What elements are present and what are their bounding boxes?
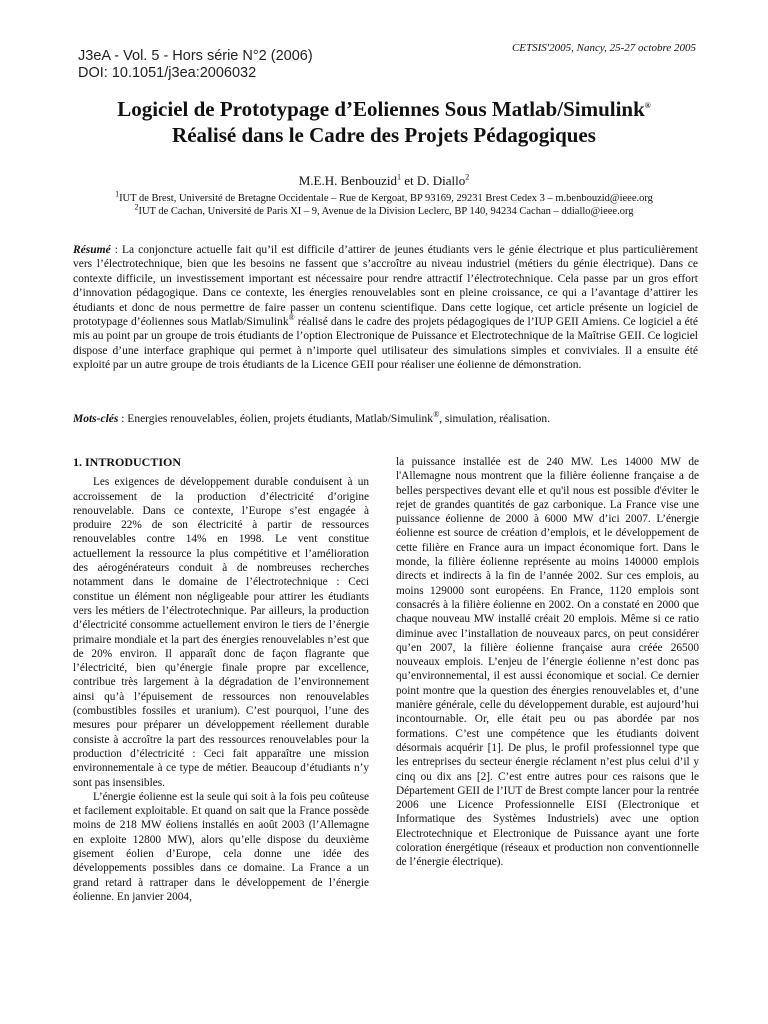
affiliation-2-text: IUT de Cachan, Université de Paris XI – 9, Avenue de la Division Leclerc, BP 140, 94234 Cachan – ddiallo@ieee.org — [138, 206, 634, 217]
abstract-label: Résumé — [73, 244, 111, 256]
conference-label: CETSIS'2005, Nancy, 25-27 octobre 2005 — [511, 42, 696, 54]
paper-title — [60, 96, 708, 148]
keywords — [73, 412, 698, 426]
abstract-text-2: réalisé dans le cadre des projets pédagogiques de l’IUP GEII Amiens. Ce logiciel a été mis au point par un groupe de trois étudiants de l’option Electronique de Puissance et Electrotechnique de la Maîtrise GEII. Ce logiciel dispose d’une interface graphique qui permet à n’importe quel utilisateur des simulations simples et conviviales. Il a ensuite été exploité par un autre groupe de trois étudiants de la Licence GEII pour réaliser une éolienne de démonstration. — [73, 316, 698, 372]
abstract-registered-mark: ® — [288, 313, 295, 323]
author-2-sup: 2 — [465, 172, 470, 182]
right-column — [396, 455, 699, 870]
affiliation-1 — [40, 189, 728, 205]
left-column — [73, 455, 369, 904]
keywords-text-1: : Energies renouvelables, éolien, projets étudiants, Matlab/Simulink — [118, 413, 434, 425]
affiliation-1-text: IUT de Brest, Université de Bretagne Occidentale – Rue de Kergoat, BP 93169, 29231 Brest Cedex 3 – m.benbouzid@ieee.org — [119, 193, 653, 204]
abstract-text-1: : La conjoncture actuelle fait qu’il est difficile d’attirer de jeunes étudiants vers le génie électrique et plus particulièrement vers l’électrotechnique, bien que les besoins ne fassent que s’accroître au niveau industriel (métiers du génie électrique). Dans ce contexte difficile, un investissement important est nécessaire pour rendre attractif l’électrotechnique. Cela passe par un gros effort d’innovation pédagogique. Dans ce contexte, les énergies renouvelables sont en pleine croissance, ce qui a l’avantage d’attirer les étudiants et donc de nous permettre de faire passer un contenu scientifique. Dans cette logique, cet article présente un logiciel de prototypage d’éoliennes sous Matlab/Simulink — [73, 244, 698, 329]
journal-header — [78, 48, 313, 82]
keywords-text-2: , simulation, réalisation. — [439, 413, 550, 425]
affiliation-1-num: 1 — [115, 189, 120, 199]
title-registered-mark: ® — [644, 101, 651, 110]
authors — [60, 173, 708, 189]
section-heading: 1. INTRODUCTION — [73, 455, 182, 469]
author-2: et D. Diallo — [400, 173, 466, 188]
keywords-label: Mots-clés — [73, 413, 119, 425]
affiliation-2 — [40, 202, 728, 218]
journal-doi: DOI: 10.1051/j3ea:2006032 — [78, 65, 257, 81]
paragraph: la puissance installée est de 240 MW. Les 14000 MW de l'Allemagne nous montrent que la filière éolienne française a de belles perspectives devant elle et qu'il nous est possible d'éviter le rejet de grandes quantités de gaz carbonique. La France vise une puissance éolienne de 2000 à 6000 MW d’ici 2007. L’énergie éolienne est source de création d’emplois, et le développement de cette filière en France aura un impact économique fort. Dans le monde, la filière éolienne représente au moins 140000 emplois directs et indirects à la fin de l’année 2002. Sur ces emplois, au moins 129000 sont européens. En France, 1120 emplois sont consacrés à la filière éolienne en 2002. On a constaté en 2000 que chaque nouveau MW installé créait 20 emplois. Même si ce ratio diminue avec l’installation de nouveaux parcs, on peut considérer qu’en 2007, la filière éolienne française aura créée 26500 nouveaux emplois. L’enjeu de l’énergie éolienne n’est donc pas qu’environnemental, il est aussi économique et social. Ce dernier point montre que la question des énergies renouvelables et, d’une manière générale, celle du développement durable, est aujourd’hui incontournable. Or, elle était peu ou pas abordée par nos formations. C’est une compétence que les étudiants doivent désormais acquérir [1]. De plus, le profil professionnel type que les entreprises du secteur énergie réclament n’est plus celui d’il y cinq ou dix ans [2]. C’est entre autres pour ces raisons que le Département GEII de l’IUT de Brest compte lancer pour la rentrée 2006 une Licence Professionnelle EISI (Electronique et Informatique des Systèmes Industriels) avec une option Electrotechnique et Electronique de Puissance ayant une forte coloration énergétique (réseaux et production non conventionnelle de l’énergie électrique). — [396, 456, 699, 869]
journal-volume: J3eA - Vol. 5 - Hors série N°2 (2006) — [78, 48, 313, 64]
paragraph: Les exigences de développement durable conduisent à un accroissement de la production d’électricité d’origine renouvelable. Dans ce contexte, l’Europe s’est engagée à produire 22% de son électricité à partir de ressources renouvelables contre 14% en 1998. Le vent constitue actuellement la ressource la plus compétitive et l’amélioration des aérogénérateurs conduit à de nombreuses recherches notamment dans le domaine de l’électrotechnique : Ceci constitue un élément non négligeable pour attirer les étudiants vers les métiers de l’électrotechnique. Par ailleurs, la production d’électricité consomme actuellement environ le tiers de l’énergie primaire mondiale et la part des énergies renouvelables n’est que de 20% environ. Il apparaît donc de façon flagrante que l’électricité, bien qu’énergie finale propre par excellence, contribue très largement à la dégradation de l’environnement ainsi qu’à l’épuisement de ressources non renouvelables (combustibles fossiles et uranium). C’est pourquoi, l’une des mesures pour préparer un développement réellement durable consiste à accroître la part des ressources renouvelables pour la production d’électricité : Ceci fait apparaître une mission environnementale à ce type de métier. Beaucoup d’étudiants n’y sont pas insensibles. — [73, 476, 369, 789]
author-1-sup: 1 — [396, 172, 401, 182]
author-1: M.E.H. Benbouzid — [298, 173, 397, 188]
keywords-registered-mark: ® — [433, 410, 440, 420]
paragraph: L’énergie éolienne est la seule qui soit à la fois peu coûteuse et facilement exploitable. Et quand on sait que la France possède moins de 218 MW éoliens installés en août 2003 (l’Allemagne en exploite 12800 MW), alors qu’elle dispose du deuxième gisement éolien d’Europe, cela donne une idée des développements possibles dans ce domaine. La France a un grand retard à rattraper dans le développement de l’énergie éolienne. En janvier 2004, — [73, 790, 369, 903]
affiliation-2-num: 2 — [134, 202, 139, 212]
abstract — [73, 243, 698, 373]
title-line-1: Logiciel de Prototypage d’Eoliennes Sous Matlab/Simulink — [117, 97, 645, 121]
title-line-2: Réalisé dans le Cadre des Projets Pédagogiques — [172, 123, 596, 147]
